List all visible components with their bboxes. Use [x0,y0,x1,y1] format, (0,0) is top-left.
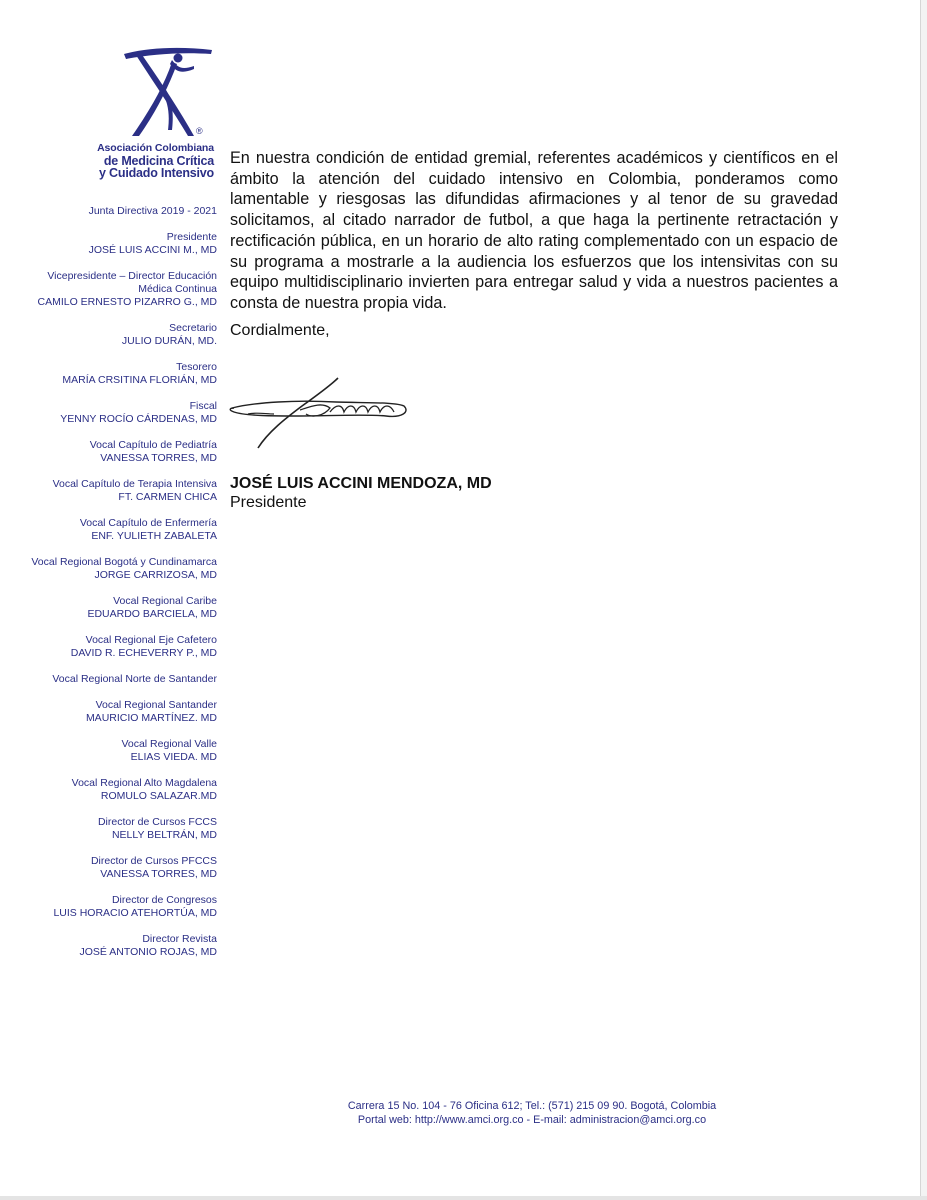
board-member [0,816,217,842]
footer-contact: Portal web: http://www.amci.org.co - E-mail: administracion@amci.org.co [357,1114,707,1126]
board-member [0,634,217,660]
board-member [0,400,217,426]
logo-line-2: de Medicina Crítica [103,153,214,168]
board-member [0,699,217,725]
member-role: Director de Cursos PFCCS [90,855,217,867]
member-name: JULIO DURÁN, MD. [121,335,217,347]
board-member [0,231,217,257]
board-member [0,361,217,387]
member-name: ROMULO SALAZAR.MD [100,790,217,802]
member-role: Fiscal [189,400,217,412]
board-members-list [0,231,217,959]
member-role: Vocal Regional Bogotá y Cundinamarca [31,556,217,568]
member-role: Vocal Regional Norte de Santander [52,673,217,685]
registered-mark: ® [196,126,203,136]
member-role: Vocal Regional Caribe [113,595,217,607]
member-role: Secretario [169,322,217,334]
member-role-continued: Médica Continua [138,283,217,295]
member-name: EDUARDO BARCIELA, MD [87,608,217,620]
page-edge-right [921,0,927,1200]
member-name: NELLY BELTRÁN, MD [111,829,217,841]
member-role: Vocal Capítulo de Terapia Intensiva [52,478,217,490]
member-name: JOSÉ ANTONIO ROJAS, MD [79,946,217,958]
logo-line-3: y Cuidado Intensivo [99,166,214,180]
member-role: Vocal Regional Eje Cafetero [85,634,217,646]
member-name: FT. CARMEN CHICA [118,491,217,503]
board-member [0,270,217,309]
member-name: MARÍA CRSITINA FLORIÁN, MD [62,374,217,386]
member-name: ELIAS VIEDA. MD [130,751,217,763]
signer-title: Presidente [230,494,307,511]
member-name: DAVID R. ECHEVERRY P., MD [70,647,217,659]
board-member [0,478,217,504]
board-member [0,855,217,881]
board-member [0,673,217,686]
board-member [0,517,217,543]
board-member [0,777,217,803]
member-role: Presidente [166,231,217,243]
member-role: Vocal Regional Santander [95,699,217,711]
board-member [0,933,217,959]
member-name: VANESSA TORRES, MD [100,868,217,880]
member-role: Director de Cursos FCCS [97,816,217,828]
logo-line-1: Asociación Colombiana [97,142,214,154]
board-member [0,322,217,348]
board-member [0,439,217,465]
board-member [0,894,217,920]
member-role: Vocal Capítulo de Enfermería [79,517,217,529]
member-role: Vicepresidente – Director Educación [47,270,217,282]
board-member [0,595,217,621]
footer-address: Carrera 15 No. 104 - 76 Oficina 612; Tel.: (571) 215 09 90. Bogotá, Colombia [347,1100,717,1112]
logo-wordmark [97,142,214,180]
member-role: Vocal Regional Alto Magdalena [71,777,217,789]
board-of-directors-sidebar [0,205,217,972]
member-name: JOSÉ LUIS ACCINI M., MD [88,244,217,256]
member-name: VANESSA TORRES, MD [100,452,217,464]
handwritten-signature [226,372,416,461]
member-name: ENF. YULIETH ZABALETA [91,530,217,542]
letterhead-footer [310,1099,754,1127]
member-role: Vocal Regional Valle [121,738,217,750]
member-name: MAURICIO MARTÍNEZ. MD [85,712,217,724]
member-role: Tesorero [176,361,217,373]
member-role: Vocal Capítulo de Pediatría [89,439,217,451]
board-member [0,556,217,582]
member-role: Director Revista [142,933,217,945]
member-name: CAMILO ERNESTO PIZARRO G., MD [37,296,217,308]
page-edge-bottom [0,1196,927,1200]
closing-salutation: Cordialmente, [230,322,330,339]
letter-paragraph: En nuestra condición de entidad gremial, referentes académicos y científicos en el ámbito la atención del cuidado intensivo en Colombia, ponderamos como lamentable y riesgosas las difundidas afirmaciones y al tenor de su gravedad solicitamos, al citado narrador de futbol, a que haga la pertinente retractación y rectificación pública, en un horario de alto rating complementado con un espacio de su programa a mostrarle a la audiencia los esfuerzos que los intensivitas con su equipo multidisciplinario invierten para entregar salud y vida a nuestros pacientes a consta de nuestra propia vida. [230,149,838,312]
member-role: Director de Congresos [111,894,217,906]
board-member [0,738,217,764]
member-name: JORGE CARRIZOSA, MD [94,569,217,581]
member-name: LUIS HORACIO ATEHORTÚA, MD [53,907,217,919]
member-name: YENNY ROCÍO CÁRDENAS, MD [60,413,217,425]
board-title: Junta Directiva 2019 - 2021 [88,205,217,217]
amci-logo [88,40,220,190]
signer-name: JOSÉ LUIS ACCINI MENDOZA, MD [230,475,492,492]
letter-body [230,148,838,314]
